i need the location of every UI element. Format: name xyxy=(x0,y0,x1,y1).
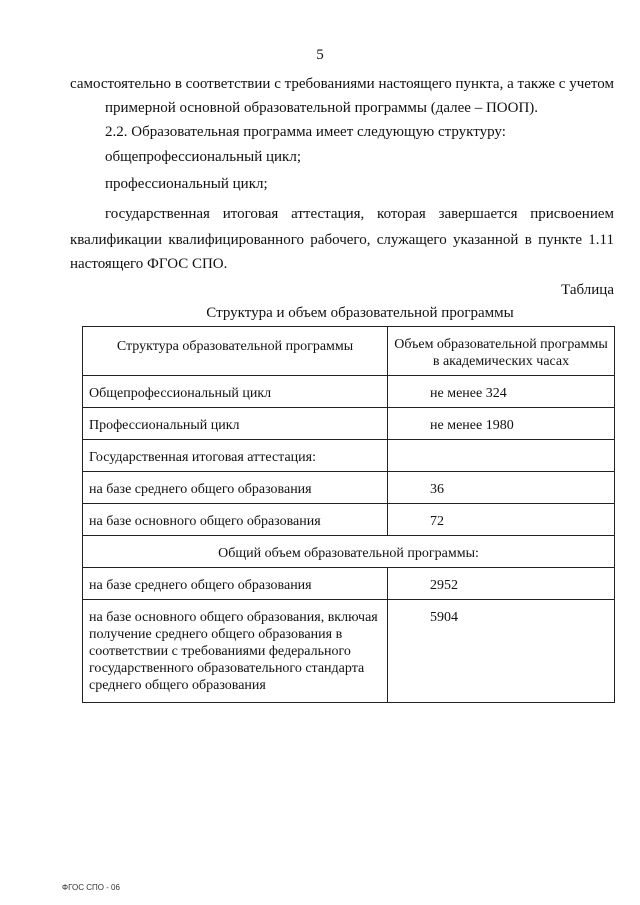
row-name: на базе основного общего образования xyxy=(83,504,388,536)
table-total-heading-row xyxy=(83,536,615,568)
paragraph-professional-cycle: профессиональный цикл; xyxy=(105,176,268,192)
table-label: Таблица xyxy=(561,282,614,298)
row-value: 36 xyxy=(388,472,615,504)
paragraph-line: самостоятельно в соответствии с требованиями настоящего пункта, а также с учетом xyxy=(70,76,614,92)
row-name: на базе среднего общего образования xyxy=(83,568,388,600)
footer-code: ФГОС СПО - 06 xyxy=(62,883,120,892)
table-row xyxy=(83,440,615,472)
row-value: 72 xyxy=(388,504,615,536)
row-name: Общепрофессиональный цикл xyxy=(83,376,388,408)
row-value: не менее 324 xyxy=(388,376,615,408)
paragraph-line: квалификации квалифицированного рабочего, служащего указанной в пункте 1.11 xyxy=(70,232,614,248)
paragraph-structure-intro: 2.2. Образовательная программа имеет следующую структуру: xyxy=(105,124,506,140)
table-row xyxy=(83,568,615,600)
row-value: 5904 xyxy=(388,600,615,703)
header-structure: Структура образовательной программы xyxy=(83,327,388,376)
row-name: Профессиональный цикл xyxy=(83,408,388,440)
paragraph-general-cycle: общепрофессиональный цикл; xyxy=(105,149,301,165)
row-value xyxy=(388,440,615,472)
paragraph-line: примерной основной образовательной программы (далее – ПООП). xyxy=(105,100,539,116)
table-row xyxy=(83,472,615,504)
structure-table xyxy=(82,326,615,703)
table-header-row xyxy=(83,327,615,376)
row-value: не менее 1980 xyxy=(388,408,615,440)
row-name: Государственная итоговая аттестация: xyxy=(83,440,388,472)
total-heading: Общий объем образовательной программы: xyxy=(83,536,615,568)
row-name: на базе среднего общего образования xyxy=(83,472,388,504)
table-row xyxy=(83,600,615,703)
row-name: на базе основного общего образования, включая получение среднего общего образования в соответствии с требованиями федерального государственного образовательного стандарта среднего общего образования xyxy=(83,600,388,703)
table-title: Структура и объем образовательной программы xyxy=(206,305,514,321)
page-number: 5 xyxy=(316,47,324,63)
paragraph-line: государственная итоговая аттестация, которая завершается присвоением xyxy=(105,206,614,222)
table-row xyxy=(83,504,615,536)
header-volume: Объем образовательной программы в академических часах xyxy=(388,327,615,376)
row-value: 2952 xyxy=(388,568,615,600)
table-row xyxy=(83,376,615,408)
paragraph-line: настоящего ФГОС СПО. xyxy=(70,256,228,272)
table-row xyxy=(83,408,615,440)
